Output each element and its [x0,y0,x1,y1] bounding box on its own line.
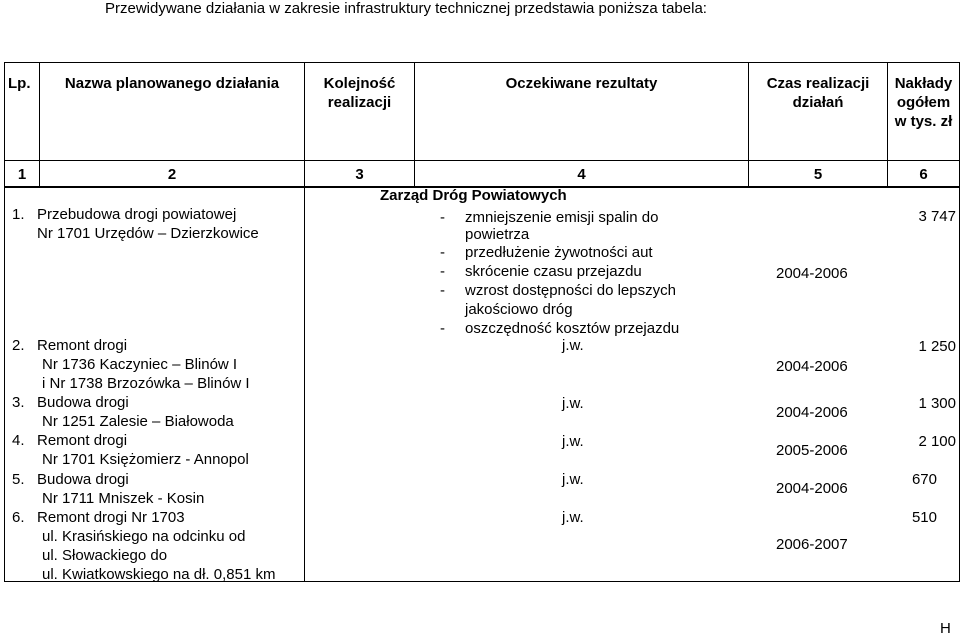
row-time: 2004-2006 [776,404,848,421]
row-results: j.w. [562,471,584,488]
row-name-line: Nr 1701 Urzędów – Dzierzkowice [37,225,259,242]
row-cost: 1 250 [918,338,956,355]
row-name-line: ul. Kwiatkowskiego na dł. 0,851 km [42,566,276,583]
col-number: 5 [813,166,823,183]
row-lp: 6. [12,509,25,526]
row-results: j.w. [562,509,584,526]
row-results: j.w. [562,337,584,354]
result-text: przedłużenie żywotności aut [465,244,653,261]
footer-letter: H [940,620,951,637]
header-lp: Lp. [8,75,31,92]
row-lp: 2. [12,337,25,354]
row-name-line: Nr 1711 Mniszek - Kosin [42,490,205,507]
col-number: 6 [919,166,928,183]
row-time: 2004-2006 [776,480,848,497]
header-order-line1: Kolejność [323,75,396,92]
result-text: zmniejszenie emisji spalin do [465,209,659,226]
result-text: powietrza [465,226,530,243]
section-title: Zarząd Dróg Powiatowych [380,187,567,204]
row-cost: 3 747 [918,208,956,225]
header-cost-line3: w tys. zł [894,113,953,130]
row-name-line: Nr 1736 Kaczyniec – Blinów I [42,356,238,373]
left-border [4,62,5,582]
row-results: j.w. [562,433,584,450]
row-name-line: Budowa drogi [37,471,129,488]
result-dash: - [440,263,445,280]
col-number: 3 [355,166,364,183]
row-time: 2005-2006 [776,442,848,459]
result-text: skrócenie czasu przejazdu [465,263,642,280]
result-dash: - [440,209,445,226]
col-number: 2 [167,166,177,183]
row-name-line: Nr 1701 Księżomierz - Annopol [42,451,249,468]
row-lp: 3. [12,394,25,411]
header-cost-line2: ogółem [896,94,951,111]
header-results: Oczekiwane rezultaty [505,75,658,92]
row-lp: 4. [12,432,25,449]
row-cost: 510 [911,509,937,526]
row-name-line: Przebudowa drogi powiatowej [37,206,237,223]
row-name-line: Remont drogi [37,337,128,354]
col-divider-2 [304,62,305,582]
col-number: 4 [577,166,586,183]
row-name-line: Nr 1251 Zalesie – Białowoda [42,413,234,430]
header-cost-line1: Nakłady [894,75,953,92]
row-name-line: ul. Słowackiego do [42,547,168,564]
row-lp: 1. [12,206,25,223]
result-text: oszczędność kosztów przejazdu [465,320,680,337]
header-name: Nazwa planowanego działania [64,75,280,92]
row-name-line: Remont drogi Nr 1703 [37,509,185,526]
result-dash: - [440,282,445,299]
row-time: 2004-2006 [776,358,848,375]
row-cost: 2 100 [918,433,956,450]
row-cost: 1 300 [918,395,956,412]
row-results: j.w. [562,395,584,412]
row-time: 2004-2006 [776,265,848,282]
row-time: 2006-2007 [776,536,848,553]
row-name-line: ul. Krasińskiego na odcinku od [42,528,246,545]
result-dash: - [440,244,445,261]
header-separator [4,160,959,161]
col-number: 1 [17,166,27,183]
header-time-line2: działań [792,94,844,111]
result-text: wzrost dostępności do lepszych [465,282,676,299]
row-name-line: Remont drogi [37,432,128,449]
intro-text: Przewidywane działania w zakresie infrastruktury technicznej przedstawia poniższa tabela: [105,0,707,17]
result-dash: - [440,320,445,337]
table-top-border [4,62,959,63]
header-order-line2: realizacji [327,94,392,111]
row-lp: 5. [12,471,25,488]
result-text: jakościowo dróg [465,301,573,318]
row-cost: 670 [911,471,937,488]
row-name-line: i Nr 1738 Brzozówka – Blinów I [42,375,250,392]
row-name-line: Budowa drogi [37,394,129,411]
header-time-line1: Czas realizacji [766,75,870,92]
